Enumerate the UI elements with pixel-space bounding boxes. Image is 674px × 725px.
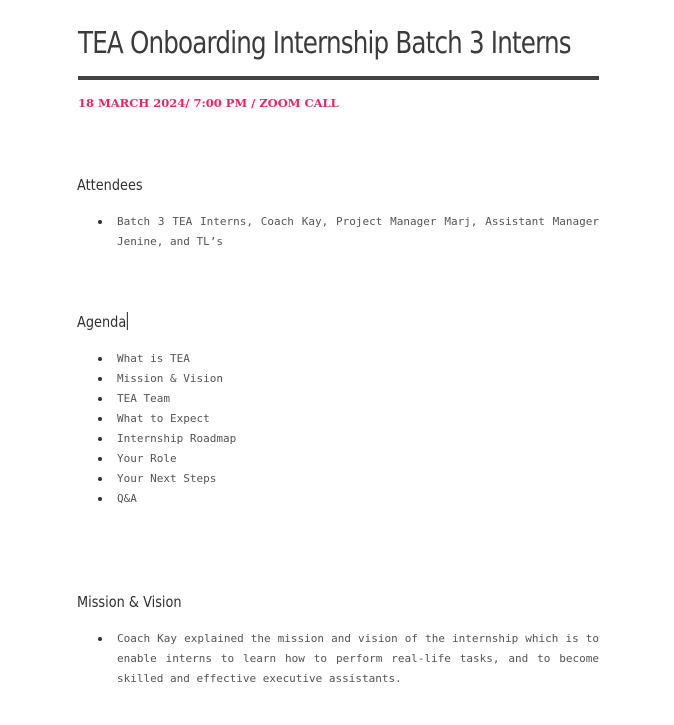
agenda-item[interactable]: Mission & Vision — [117, 369, 236, 389]
mission-vision-list — [117, 629, 599, 689]
mission-vision-heading[interactable]: Mission & Vision — [77, 593, 182, 611]
agenda-item[interactable]: What is TEA — [117, 349, 236, 369]
agenda-item[interactable]: Your Role — [117, 449, 236, 469]
attendees-list — [117, 212, 599, 252]
agenda-item[interactable]: TEA Team — [117, 389, 236, 409]
agenda-list — [117, 349, 236, 509]
mission-vision-item[interactable]: Coach Kay explained the mission and vision of the internship which is to enable interns to learn how to perform real-life tasks, and to become skilled and effective executive assistants. — [117, 629, 599, 689]
agenda-item[interactable]: Your Next Steps — [117, 469, 236, 489]
agenda-item[interactable]: What to Expect — [117, 409, 236, 429]
attendees-item[interactable]: Batch 3 TEA Interns, Coach Kay, Project Manager Marj, Assistant Manager Jenine, and TL’s — [117, 212, 599, 252]
document-title[interactable]: TEA Onboarding Internship Batch 3 Interns — [78, 26, 571, 61]
agenda-heading-text[interactable]: Agenda — [77, 313, 127, 331]
text-cursor — [127, 312, 128, 330]
agenda-item[interactable]: Internship Roadmap — [117, 429, 236, 449]
attendees-heading[interactable]: Attendees — [77, 176, 143, 194]
agenda-item[interactable]: Q&A — [117, 489, 236, 509]
agenda-heading[interactable] — [77, 312, 128, 331]
title-underline-rule — [78, 76, 599, 80]
meeting-date-time-location[interactable]: 18 MARCH 2024/ 7:00 PM / ZOOM CALL — [78, 96, 339, 110]
